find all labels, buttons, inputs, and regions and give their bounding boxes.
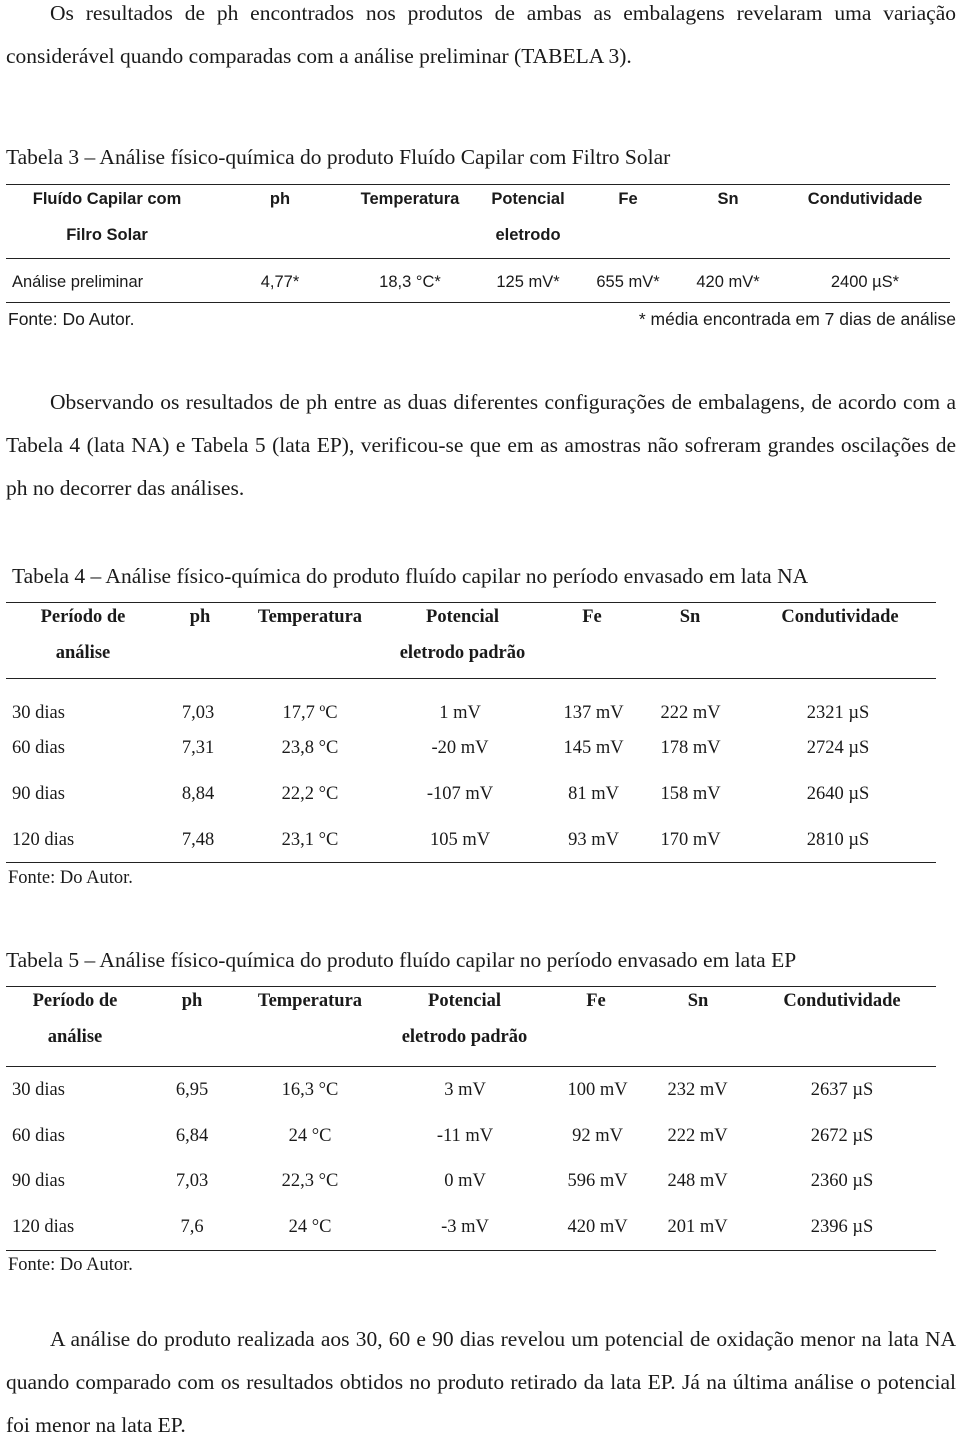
table5-header-sn: Sn	[687, 991, 709, 1011]
table4-cell: 2640 µS	[806, 784, 870, 804]
table4-cell: 1 mV	[439, 703, 481, 723]
table5-cell: 2360 µS	[810, 1171, 874, 1191]
table3-cell-temperature: 18,3 °C*	[379, 273, 441, 291]
table3-caption: Tabela 3 – Análise físico-química do produto Fluído Capilar com Filtro Solar	[6, 145, 671, 169]
table4-header-potential: Potencial eletrodo padrão	[399, 607, 526, 663]
table5-cell: 232 mV	[667, 1080, 728, 1100]
table4-cell: 30 dias	[12, 703, 65, 723]
table4-header-ph: ph	[189, 607, 211, 627]
table4-header-sn: Sn	[679, 607, 701, 627]
table5-header-fe: Fe	[586, 991, 606, 1011]
table4-cell: 81 mV	[568, 784, 619, 804]
table3-header-sn: Sn	[717, 190, 739, 208]
table5-cell: 248 mV	[667, 1171, 728, 1191]
table4-header-period: Período de análise	[40, 607, 126, 663]
table4-header-temperature: Temperatura	[257, 607, 363, 627]
table5-cell: 2637 µS	[810, 1080, 874, 1100]
table4-cell: 137 mV	[563, 703, 624, 723]
table4-cell: 23,8 °C	[281, 738, 339, 758]
table5-cell: 0 mV	[444, 1171, 486, 1191]
table4-cell: 17,7 ºC	[282, 703, 338, 723]
table5-cell: 6,95	[175, 1080, 209, 1100]
table5-cell: 7,6	[180, 1217, 204, 1237]
table4-cell: 120 dias	[12, 830, 75, 850]
table5-cell: 7,03	[175, 1171, 209, 1191]
table5-cell: 60 dias	[12, 1126, 65, 1146]
table3-header-conductivity: Condutividade	[807, 190, 923, 208]
table5-header-period: Período de análise	[32, 991, 118, 1047]
table5-cell: 100 mV	[567, 1080, 628, 1100]
table5-cell: 24 °C	[288, 1217, 332, 1237]
table3-header-potential: Potencial eletrodo	[491, 190, 565, 244]
table5-cell: 16,3 °C	[281, 1080, 339, 1100]
table5-header-temperature: Temperatura	[257, 991, 363, 1011]
table4-cell: 2724 µS	[806, 738, 870, 758]
table5-cell: 201 mV	[667, 1217, 728, 1237]
table4-cell: 2810 µS	[806, 830, 870, 850]
table4-cell: 158 mV	[660, 784, 721, 804]
table4-cell: 222 mV	[660, 703, 721, 723]
table5-cell: 120 dias	[12, 1217, 75, 1237]
table5-cell: 6,84	[175, 1126, 209, 1146]
table5-cell: 3 mV	[444, 1080, 486, 1100]
table5-cell: 24 °C	[288, 1126, 332, 1146]
table4-cell: 145 mV	[563, 738, 624, 758]
table5-cell: -3 mV	[441, 1217, 489, 1237]
table4-cell: 22,2 °C	[281, 784, 339, 804]
table5-header-ph: ph	[181, 991, 203, 1011]
table3-footnote: * média encontrada em 7 dias de análise	[638, 309, 956, 329]
table4-cell: 23,1 °C	[281, 830, 339, 850]
table4-source: Fonte: Do Autor.	[8, 868, 133, 888]
table4-cell: 8,84	[181, 784, 215, 804]
table3-header-temperature: Temperatura	[360, 190, 460, 208]
table5-bottom-rule	[6, 1250, 936, 1251]
table5-cell: 222 mV	[667, 1126, 728, 1146]
table4-cell: 90 dias	[12, 784, 65, 804]
table4-cell: 2321 µS	[806, 703, 870, 723]
table4-caption: Tabela 4 – Análise físico-química do produto fluído capilar no período envasado em lata NA	[12, 564, 809, 588]
table5-source: Fonte: Do Autor.	[8, 1255, 133, 1275]
table5-header-conductivity: Condutividade	[783, 991, 901, 1011]
table3-header-rule	[6, 258, 950, 259]
table5-cell: 22,3 °C	[281, 1171, 339, 1191]
table3-cell-sn: 420 mV*	[696, 273, 760, 291]
table3-header-ph: ph	[269, 190, 291, 208]
table4-cell: 7,03	[181, 703, 215, 723]
table5-cell: 420 mV	[567, 1217, 628, 1237]
table3-cell-conductivity: 2400 µS*	[830, 273, 900, 291]
table3-cell-fe: 655 mV*	[596, 273, 660, 291]
table3-source: Fonte: Do Autor.	[8, 309, 135, 329]
table4-cell: 178 mV	[660, 738, 721, 758]
table3-bottom-rule	[6, 302, 950, 303]
table4-cell: 60 dias	[12, 738, 65, 758]
table4-bottom-rule	[6, 862, 936, 863]
table5-cell: 2672 µS	[810, 1126, 874, 1146]
table4-cell: 93 mV	[568, 830, 619, 850]
middle-paragraph: Observando os resultados de ph entre as duas diferentes configurações de embalagens, de acordo com a Tabela 4 (lata NA) e Tabela 5 (lata EP), verificou-se que em as amostras não sofreram grandes oscilações de ph no decorrer das análises.	[6, 390, 956, 500]
table4-cell: 7,48	[181, 830, 215, 850]
table5-cell: 2396 µS	[810, 1217, 874, 1237]
table5-caption: Tabela 5 – Análise físico-química do produto fluído capilar no período envasado em lata EP	[6, 948, 797, 972]
table5-cell: 90 dias	[12, 1171, 65, 1191]
table4-cell: -107 mV	[426, 784, 494, 804]
table4-header-rule	[6, 678, 936, 679]
table5-header-potential: Potencial eletrodo padrão	[401, 991, 528, 1047]
table3-cell-potential: 125 mV*	[496, 273, 560, 291]
table3-cell-sample: Análise preliminar	[12, 273, 144, 291]
table5-cell: 30 dias	[12, 1080, 65, 1100]
table4-cell: 7,31	[181, 738, 215, 758]
table3-cell-ph: 4,77*	[260, 273, 300, 291]
table3-header-fe: Fe	[618, 190, 638, 208]
table4-cell: 170 mV	[660, 830, 721, 850]
table4-cell: -20 mV	[431, 738, 489, 758]
table5-header-rule	[6, 1066, 936, 1067]
table5-cell: 596 mV	[567, 1171, 628, 1191]
table4-header-conductivity: Condutividade	[781, 607, 899, 627]
table3-header-sample: Fluído Capilar com Filro Solar	[32, 190, 182, 244]
intro-paragraph: Os resultados de ph encontrados nos produtos de ambas as embalagens revelaram uma variação considerável quando comparadas com a análise preliminar (TABELA 3).	[6, 1, 956, 68]
table5-cell: -11 mV	[436, 1126, 494, 1146]
closing-paragraph: A análise do produto realizada aos 30, 60 e 90 dias revelou um potencial de oxidação menor na lata NA quando comparado com os resultados obtidos no produto retirado da lata EP. Já na última análise o potencial foi menor na lata EP.	[6, 1327, 956, 1437]
table4-cell: 105 mV	[429, 830, 491, 850]
table4-header-fe: Fe	[582, 607, 602, 627]
table5-cell: 92 mV	[572, 1126, 623, 1146]
